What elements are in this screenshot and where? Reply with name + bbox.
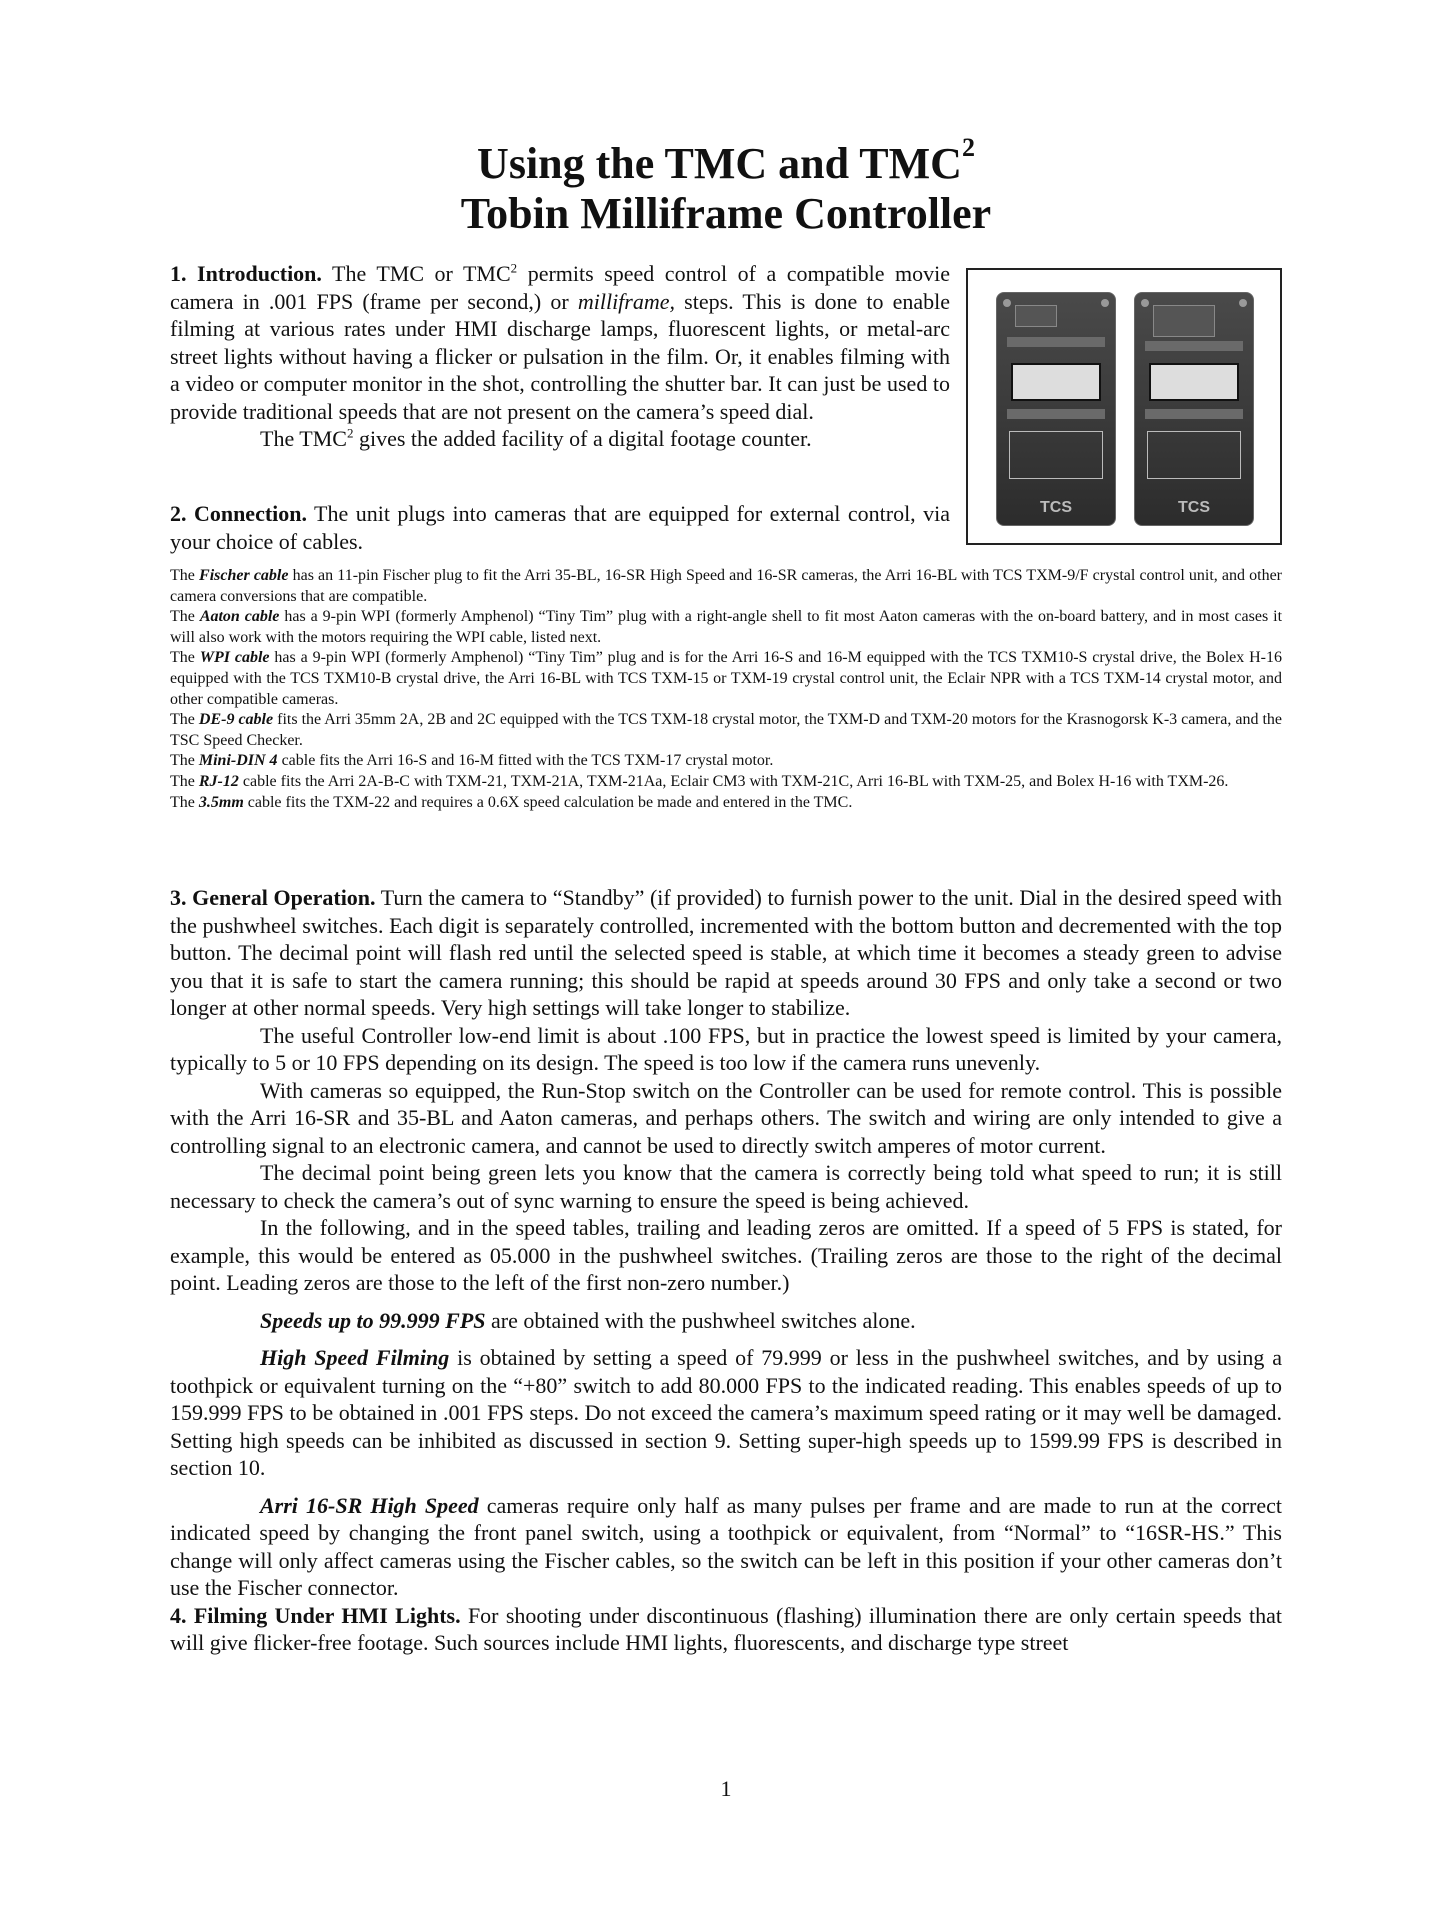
cable-item: The Mini-DIN 4 cable fits the Arri 16-S and 16-M fitted with the TCS TXM-17 crystal motor. xyxy=(170,752,774,770)
cable-item: The Aaton cable has a 9-pin WPI (formerly Amphenol) “Tiny Tim” plug with a right-angle shell to fit most Aaton cameras with the on-board battery, and in most cases it will also work with the motors requiring the WPI cable, listed next. xyxy=(170,608,1283,646)
tmc-unit-image xyxy=(996,292,1116,526)
cable-list xyxy=(170,566,1282,813)
section-connection: 2. Connection. The unit plugs into cameras that are equipped for external control, via your choice of cables. xyxy=(170,501,951,554)
cable-item: The Fischer cable has an 11-pin Fischer plug to fit the Arri 35-BL, 16-SR High Speed and 16-SR cameras, the Arri 16-BL with TCS TXM-9/F crystal control unit, and other camera conversions that are compatible. xyxy=(170,567,1283,605)
controller-photo xyxy=(966,268,1282,545)
tcs-logo: TCS xyxy=(1040,499,1072,516)
page-number: 1 xyxy=(720,1776,732,1801)
cable-item: The 3.5mm cable fits the TXM-22 and requires a 0.6X speed calculation be made and entered in the TMC. xyxy=(170,793,853,811)
section-heading: 2. Connection. xyxy=(170,501,308,526)
cable-item: The DE-9 cable fits the Arri 35mm 2A, 2B and 2C equipped with the TCS TXM-18 crystal motor, the TXM-D and TXM-20 motors for the Krasnogorsk K-3 camera, and the TSC Speed Checker. xyxy=(170,711,1283,749)
section-heading: 1. Introduction. xyxy=(170,261,322,286)
cable-item: The RJ-12 cable fits the Arri 2A-B-C with TXM-21, TXM-21A, TXM-21Aa, Eclair CM3 with TXM-21C, Arri 16-BL with TXM-25, and Bolex H-16 with TXM-26. xyxy=(170,772,1229,790)
section-heading: 4. Filming Under HMI Lights. xyxy=(170,1602,461,1628)
document-title-line2: Tobin Milliframe Controller xyxy=(460,189,992,238)
tcs-logo: TCS xyxy=(1178,499,1210,516)
section-general-operation: 3. General Operation. Turn the camera to “Standby” (if provided) to furnish power to the unit. Dial in the desired speed with the pushwheel switches. Each digit is separately controlled, incremented with the bottom button and decremented with the top button. The decimal point will flash red until the selected speed is stable, at which time it becomes a steady green to advise you that it is safe to start the camera running; this should be rapid at speeds around 30 FPS and only take a second or two longer at other normal speeds. Very high settings will take longer to stabilize. The useful Controller low-end limit is about .100 FPS, but in practice the lowest speed is limited by your camera, typically to 5 or 10 FPS depending on its design. The speed is too low if the camera runs unevenly. With cameras so equipped, the Run-Stop switch on the Controller can be used for remote control. This is possible with the Arri 16-SR and 35-BL and Aaton cameras, and perhaps others. The switch and wiring are only intended to give a controlling signal to an electronic camera, and cannot be used to directly switch amperes of motor current. The decimal point being green lets you know that the camera is correctly being told what speed to run; it is still necessary to check the camera’s out of sync warning to ensure the speed is being achieved. In the following, and in the speed tables, trailing and leading zeros are omitted. If a speed of 5 FPS is stated, for example, this would be entered as 05.000 in the pushwheel switches. (Trailing zeros are those to the right of the decimal point. Leading zeros are those to the left of the first non-zero number.) Speeds up to 99.999 FPS are obtained with the pushwheel switches alone. High Speed Filming is obtained by setting a speed of 79.999 or less in the pushwheel switches, and by using a toothpick or equivalent turning on the “+80” switch to add 80.000 FPS to the indicated reading. This enables speeds of up to 159.999 FPS to be obtained in .001 FPS steps. Do not exceed the camera’s maximum speed rating or it may well be damaged. Setting high speeds can be inhibited as discussed in section 9. Setting super-high speeds up to 1599.99 FPS is described in section 10. Arri 16-SR High Speed cameras require only half as many pulses per frame and are made to run at the correct indicated speed by changing the front panel switch, using a toothpick or equivalent, from “Normal” to “16SR-HS.” This change will only affect cameras using the Fischer cables, so the switch can be left in this position if your other cameras don’t use the Fischer connector. 4. Filming Under HMI Lights. For shooting under discontinuous (flashing) illumination there are only certain speeds that will give flicker-free footage. Such sources include HMI lights, fluorescents, and discharge type street xyxy=(170,885,1282,1655)
cable-item: The WPI cable has a 9-pin WPI (formerly Amphenol) “Tiny Tim” plug and is for the Arri 16-S and 16-M equipped with the TCS TXM10-S crystal drive, the Bolex H-16 equipped with the TCS TXM10-B crystal drive, the Arri 16-BL with TCS TXM-15 or TXM-19 crystal control unit, the Eclair NPR with a TCS TXM-14 crystal motor, and other compatible cameras. xyxy=(170,649,1283,708)
section-introduction: 1. Introduction. The TMC or TMC$^2$ permits speed control of a compatible movie camera in .001 FPS (frame per second,) or milliframe, steps. This is done to enable filming at various rates under HMI discharge lamps, fluorescent lights, or metal-arc street lights without having a flicker or pulsation in the film. Or, it enables filming with a video or computer monitor in the shot, controlling the shutter bar. It can just be used to provide traditional speeds that are not present on the camera’s speed dial. The TMC$^2$ gives the added facility of a digital footage counter. xyxy=(170,260,950,451)
document-title-line1: Using the TMC and TMC$^2$ xyxy=(477,133,975,188)
tmc2-unit-image xyxy=(1134,292,1254,526)
section-hmi: 4. Filming Under HMI Lights. For shooting under discontinuous (flashing) illumination there are only certain speeds that will give flicker-free footage. Such sources include HMI lights, fluorescents, and discharge type street xyxy=(170,1602,1282,1655)
pushwheel-switches xyxy=(1011,363,1101,401)
pushwheel-switches xyxy=(1149,363,1239,401)
section-heading: 3. General Operation. xyxy=(170,885,376,910)
